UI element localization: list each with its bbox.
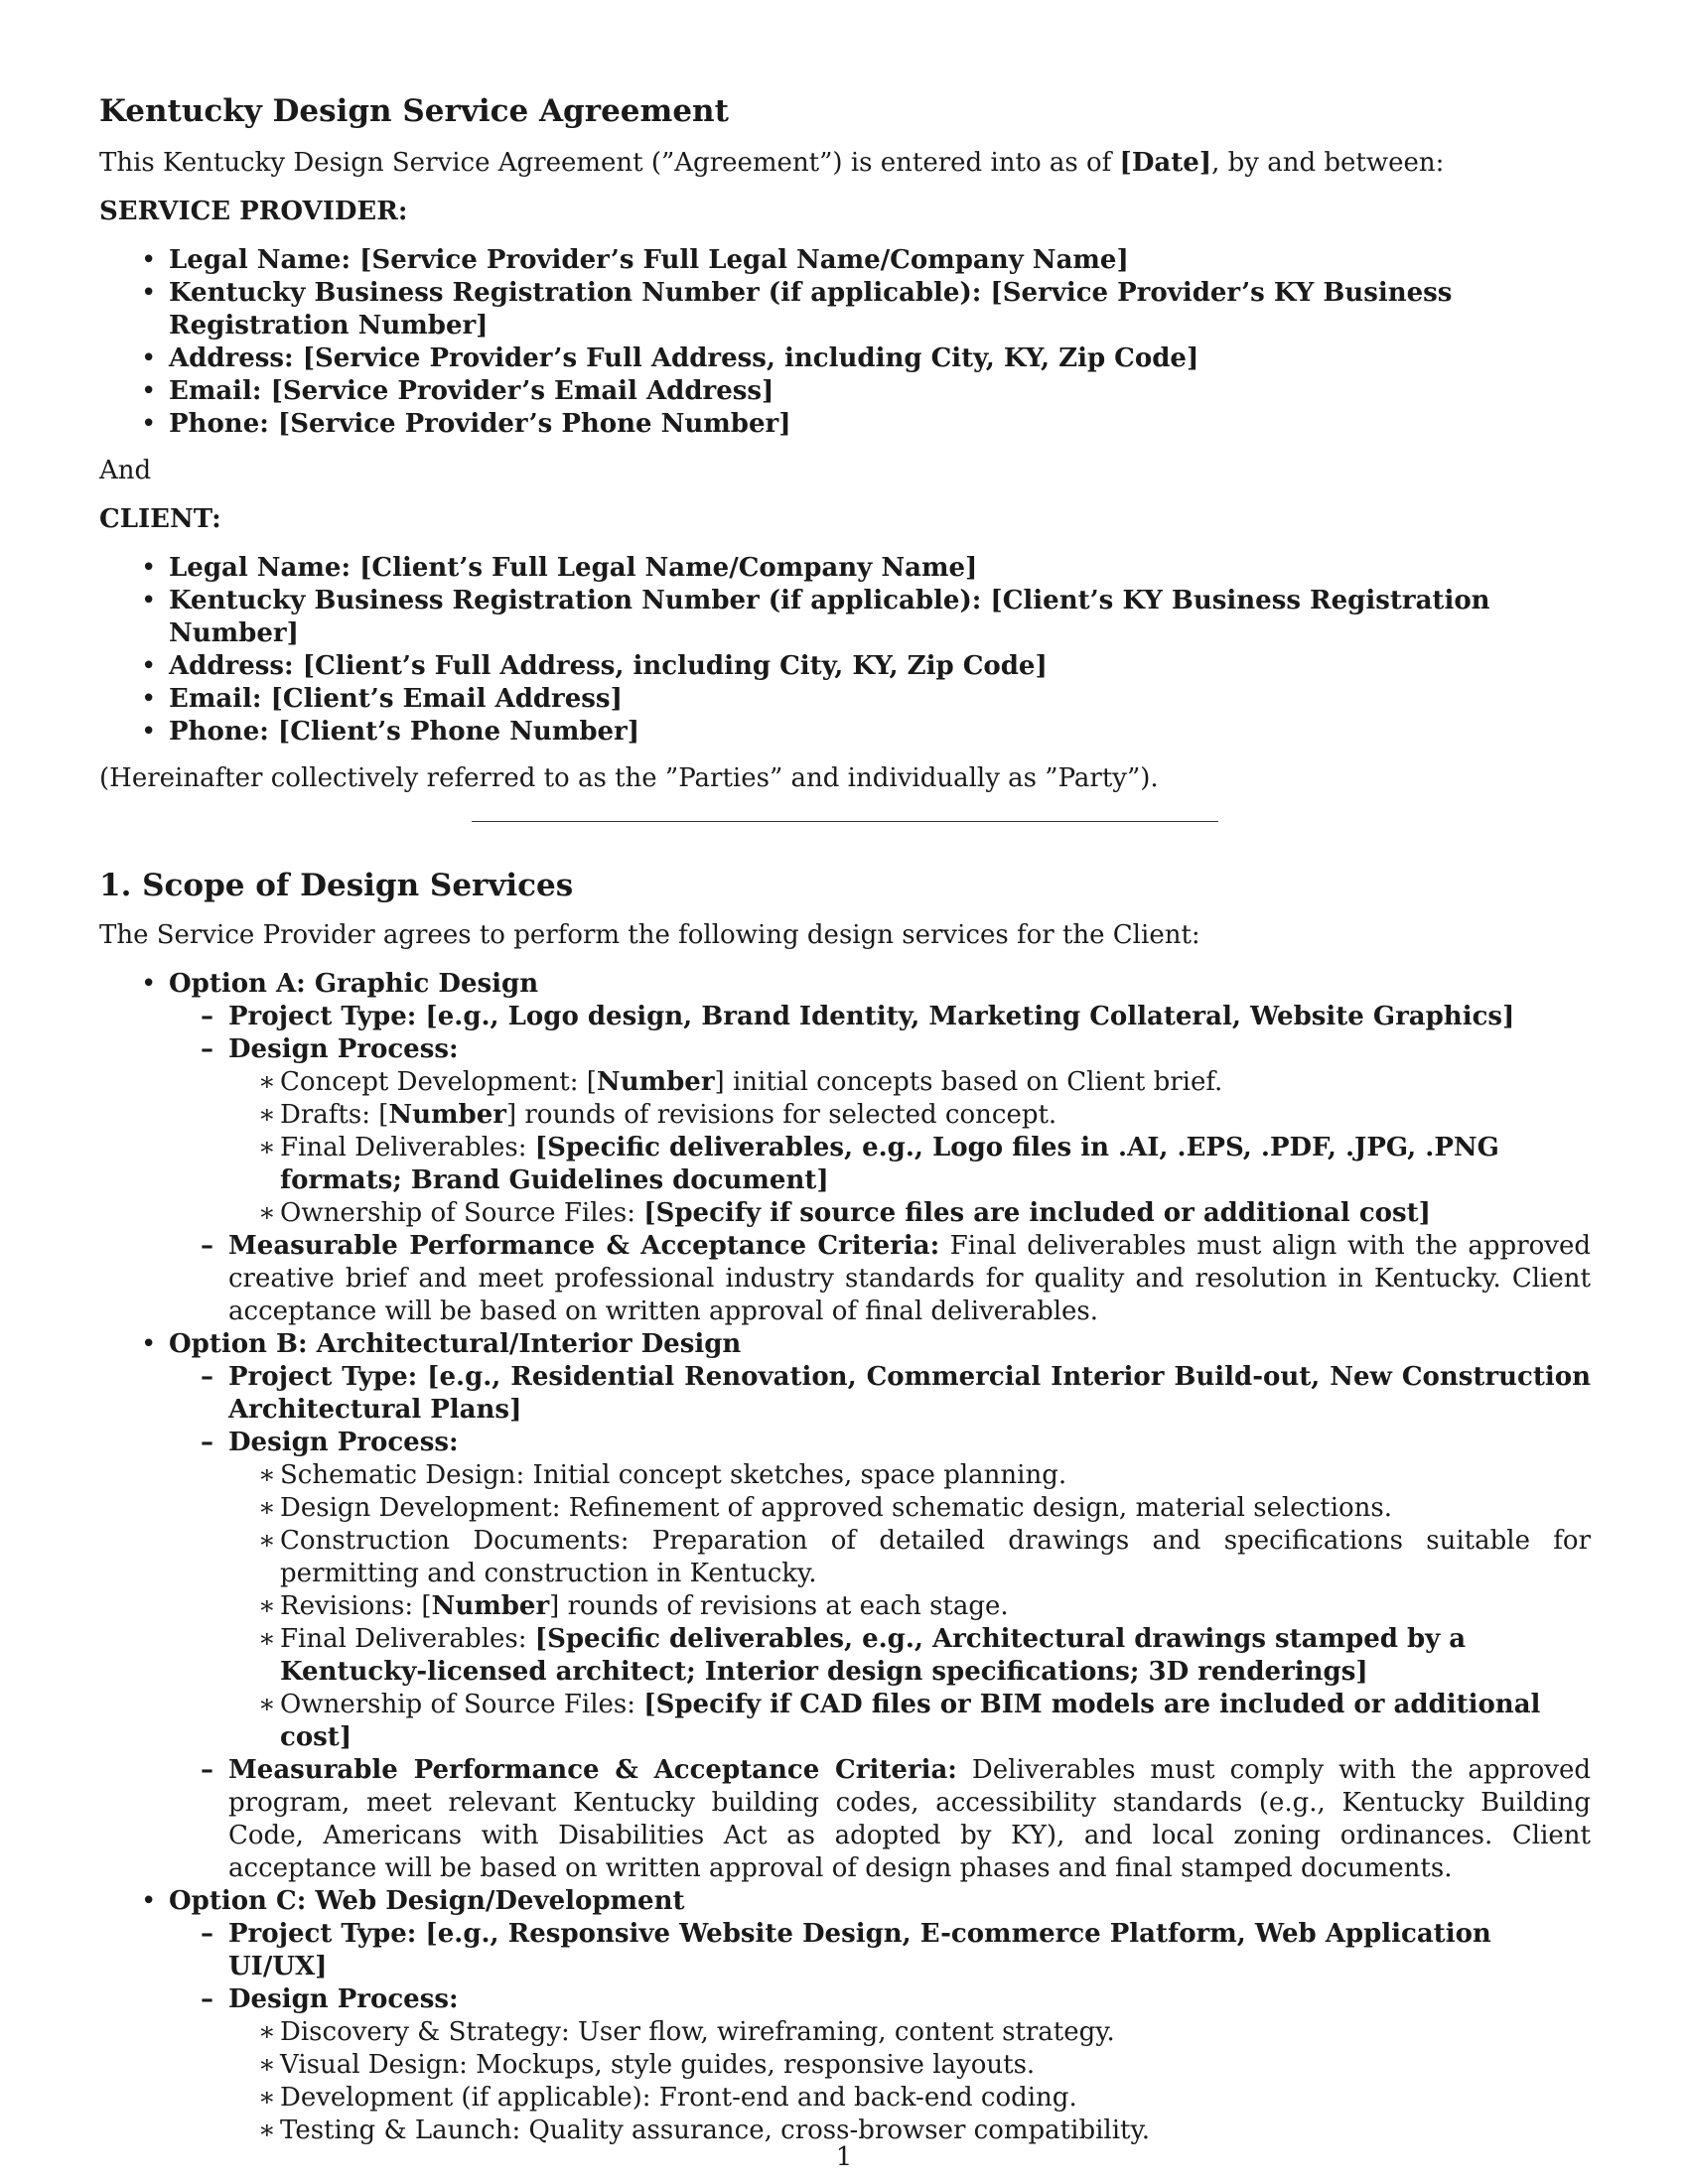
option-c-title: Option C: Web Design/Development (169, 1886, 685, 1916)
list-item: ∗ Schematic Design: Initial concept sketches, space planning. (228, 1459, 1591, 1492)
list-item: – Design Process: ∗ Discovery & Strategy: User flow, wireframing, content strategy. ∗ Visual Design: Mockups, style guides, responsive layouts. ∗ Development (if applicable): Front-end and back-end coding. ∗ Testing & Launch: Quality assurance, cross-browser compatibility. (169, 1983, 1591, 2147)
list-item: • Kentucky Business Registration Number (if applicable): [Service Provider’s KY Business Registration Number] (99, 277, 1591, 342)
list-item: • Kentucky Business Registration Number (if applicable): [Client’s KY Business Registration Number] (99, 585, 1591, 650)
list-item: • Email: [Client’s Email Address] (99, 683, 1591, 716)
section-1-intro: The Service Provider agrees to perform the following design services for the Client: (99, 920, 1200, 950)
list-item: ∗ Drafts: [Number] rounds of revisions for selected concept. (228, 1099, 1591, 1132)
list-item: • Address: [Service Provider’s Full Address, including City, KY, Zip Code] (99, 342, 1591, 375)
list-item: ∗ Concept Development: [Number] initial concepts based on Client brief. (228, 1066, 1591, 1099)
list-item: ∗ Revisions: [Number] rounds of revisions at each stage. (228, 1590, 1591, 1623)
service-provider-heading: SERVICE PROVIDER: (99, 197, 408, 226)
list-item: – Measurable Performance & Acceptance Criteria: Deliverables must comply with the approved program, meet relevant Kentucky building codes, accessibility standards (e.g., Kentucky Building Code, Americans with Disabilities Act as adopted by KY), and local zoning ordinances. Client acceptance will be based on written approval of design phases and final stamped documents. (169, 1754, 1591, 1885)
option-b-title: Option B: Architectural/Interior Design (169, 1329, 742, 1359)
date-placeholder: [Date] (1119, 148, 1212, 178)
list-item: • Address: [Client’s Full Address, including City, KY, Zip Code] (99, 650, 1591, 683)
list-item: ∗ Final Deliverables: [Specific deliverables, e.g., Logo files in .AI, .EPS, .PDF, .JPG, .PNG formats; Brand Guidelines document] (228, 1132, 1591, 1197)
options-list (99, 968, 1591, 2147)
list-item: – Project Type: [e.g., Responsive Website Design, E-commerce Platform, Web Application UI/UX] (169, 1918, 1591, 1983)
client-heading: CLIENT: (99, 504, 221, 534)
parties-note: (Hereinafter collectively referred to as the ”Parties” and individually as ”Party”). (99, 763, 1159, 793)
list-item: ∗ Testing & Launch: Quality assurance, cross-browser compatibility. (228, 2115, 1591, 2147)
list-item: ∗ Construction Documents: Preparation of detailed drawings and specifications suitable for permitting and construction in Kentucky. (228, 1525, 1591, 1590)
list-item: ∗ Visual Design: Mockups, style guides, responsive layouts. (228, 2049, 1591, 2082)
list-item: • Legal Name: [Client’s Full Legal Name/Company Name] (99, 552, 1591, 585)
page-number: 1 (835, 2142, 853, 2172)
list-item: – Project Type: [e.g., Residential Renovation, Commercial Interior Build-out, New Construction Architectural Plans] (169, 1361, 1591, 1427)
list-item: • Legal Name: [Service Provider’s Full Legal Name/Company Name] (99, 244, 1591, 277)
list-item: – Design Process: ∗ Schematic Design: Initial concept sketches, space planning. ∗ Design Development: Refinement of approved schematic design, material selections. ∗ Construction Documents: Preparation of detailed drawings and specifications suitable for permitting and construction in Kentucky. ∗ Revisions: [Number] rounds of revisions at each stage. ∗ Final Deliverables: [Specific deliverables, e.g., Architectural drawings stamped by a Kentucky-licensed architect; Interior design specifications; 3D renderings] ∗ Ownership of Source Files: [Specify if CAD files or BIM models are included or additional cost] (169, 1427, 1591, 1754)
list-item: • Phone: [Service Provider’s Phone Number] (99, 408, 1591, 441)
list-item: • Email: [Service Provider’s Email Address] (99, 375, 1591, 408)
intro-before: This Kentucky Design Service Agreement (”Agreement”) is entered into as of (99, 148, 1120, 178)
horizontal-rule (472, 821, 1218, 822)
service-provider-list (99, 244, 1591, 441)
option-c (99, 1885, 1591, 2147)
client-list (99, 552, 1591, 749)
document-title: Kentucky Design Service Agreement (99, 93, 729, 129)
list-item: ∗ Final Deliverables: [Specific deliverables, e.g., Architectural drawings stamped by a Kentucky-licensed architect; Interior design specifications; 3D renderings] (228, 1623, 1591, 1689)
section-1-title: 1. Scope of Design Services (99, 868, 574, 903)
option-b (99, 1328, 1591, 1885)
list-item: ∗ Discovery & Strategy: User flow, wireframing, content strategy. (228, 2016, 1591, 2049)
list-item: ∗ Design Development: Refinement of approved schematic design, material selections. (228, 1492, 1591, 1525)
intro-after: , by and between: (1211, 148, 1445, 178)
list-item: – Project Type: [e.g., Logo design, Brand Identity, Marketing Collateral, Website Graphics] (169, 1001, 1591, 1033)
intro-paragraph (99, 147, 1591, 180)
list-item: – Measurable Performance & Acceptance Criteria: Final deliverables must align with the approved creative brief and meet professional industry standards for quality and resolution in Kentucky. Client acceptance will be based on written approval of final deliverables. (169, 1230, 1591, 1328)
option-a-title: Option A: Graphic Design (169, 969, 539, 999)
list-item: ∗ Development (if applicable): Front-end and back-end coding. (228, 2082, 1591, 2115)
list-item: • Phone: [Client’s Phone Number] (99, 716, 1591, 749)
list-item: ∗ Ownership of Source Files: [Specify if source files are included or additional cost] (228, 1197, 1591, 1230)
list-item: – Design Process: ∗ Concept Development: [Number] initial concepts based on Client brief. ∗ Drafts: [Number] rounds of revisions for selected concept. ∗ Final Deliverables: [Specific deliverables, e.g., Logo files in .AI, .EPS, .PDF, .JPG, .PNG formats; Brand Guidelines document] ∗ Ownership of Source Files: [Specify if source files are included or additional cost] (169, 1033, 1591, 1230)
option-a (99, 968, 1591, 1328)
and-text: And (99, 456, 152, 485)
list-item: ∗ Ownership of Source Files: [Specify if CAD files or BIM models are included or additional cost] (228, 1689, 1591, 1754)
